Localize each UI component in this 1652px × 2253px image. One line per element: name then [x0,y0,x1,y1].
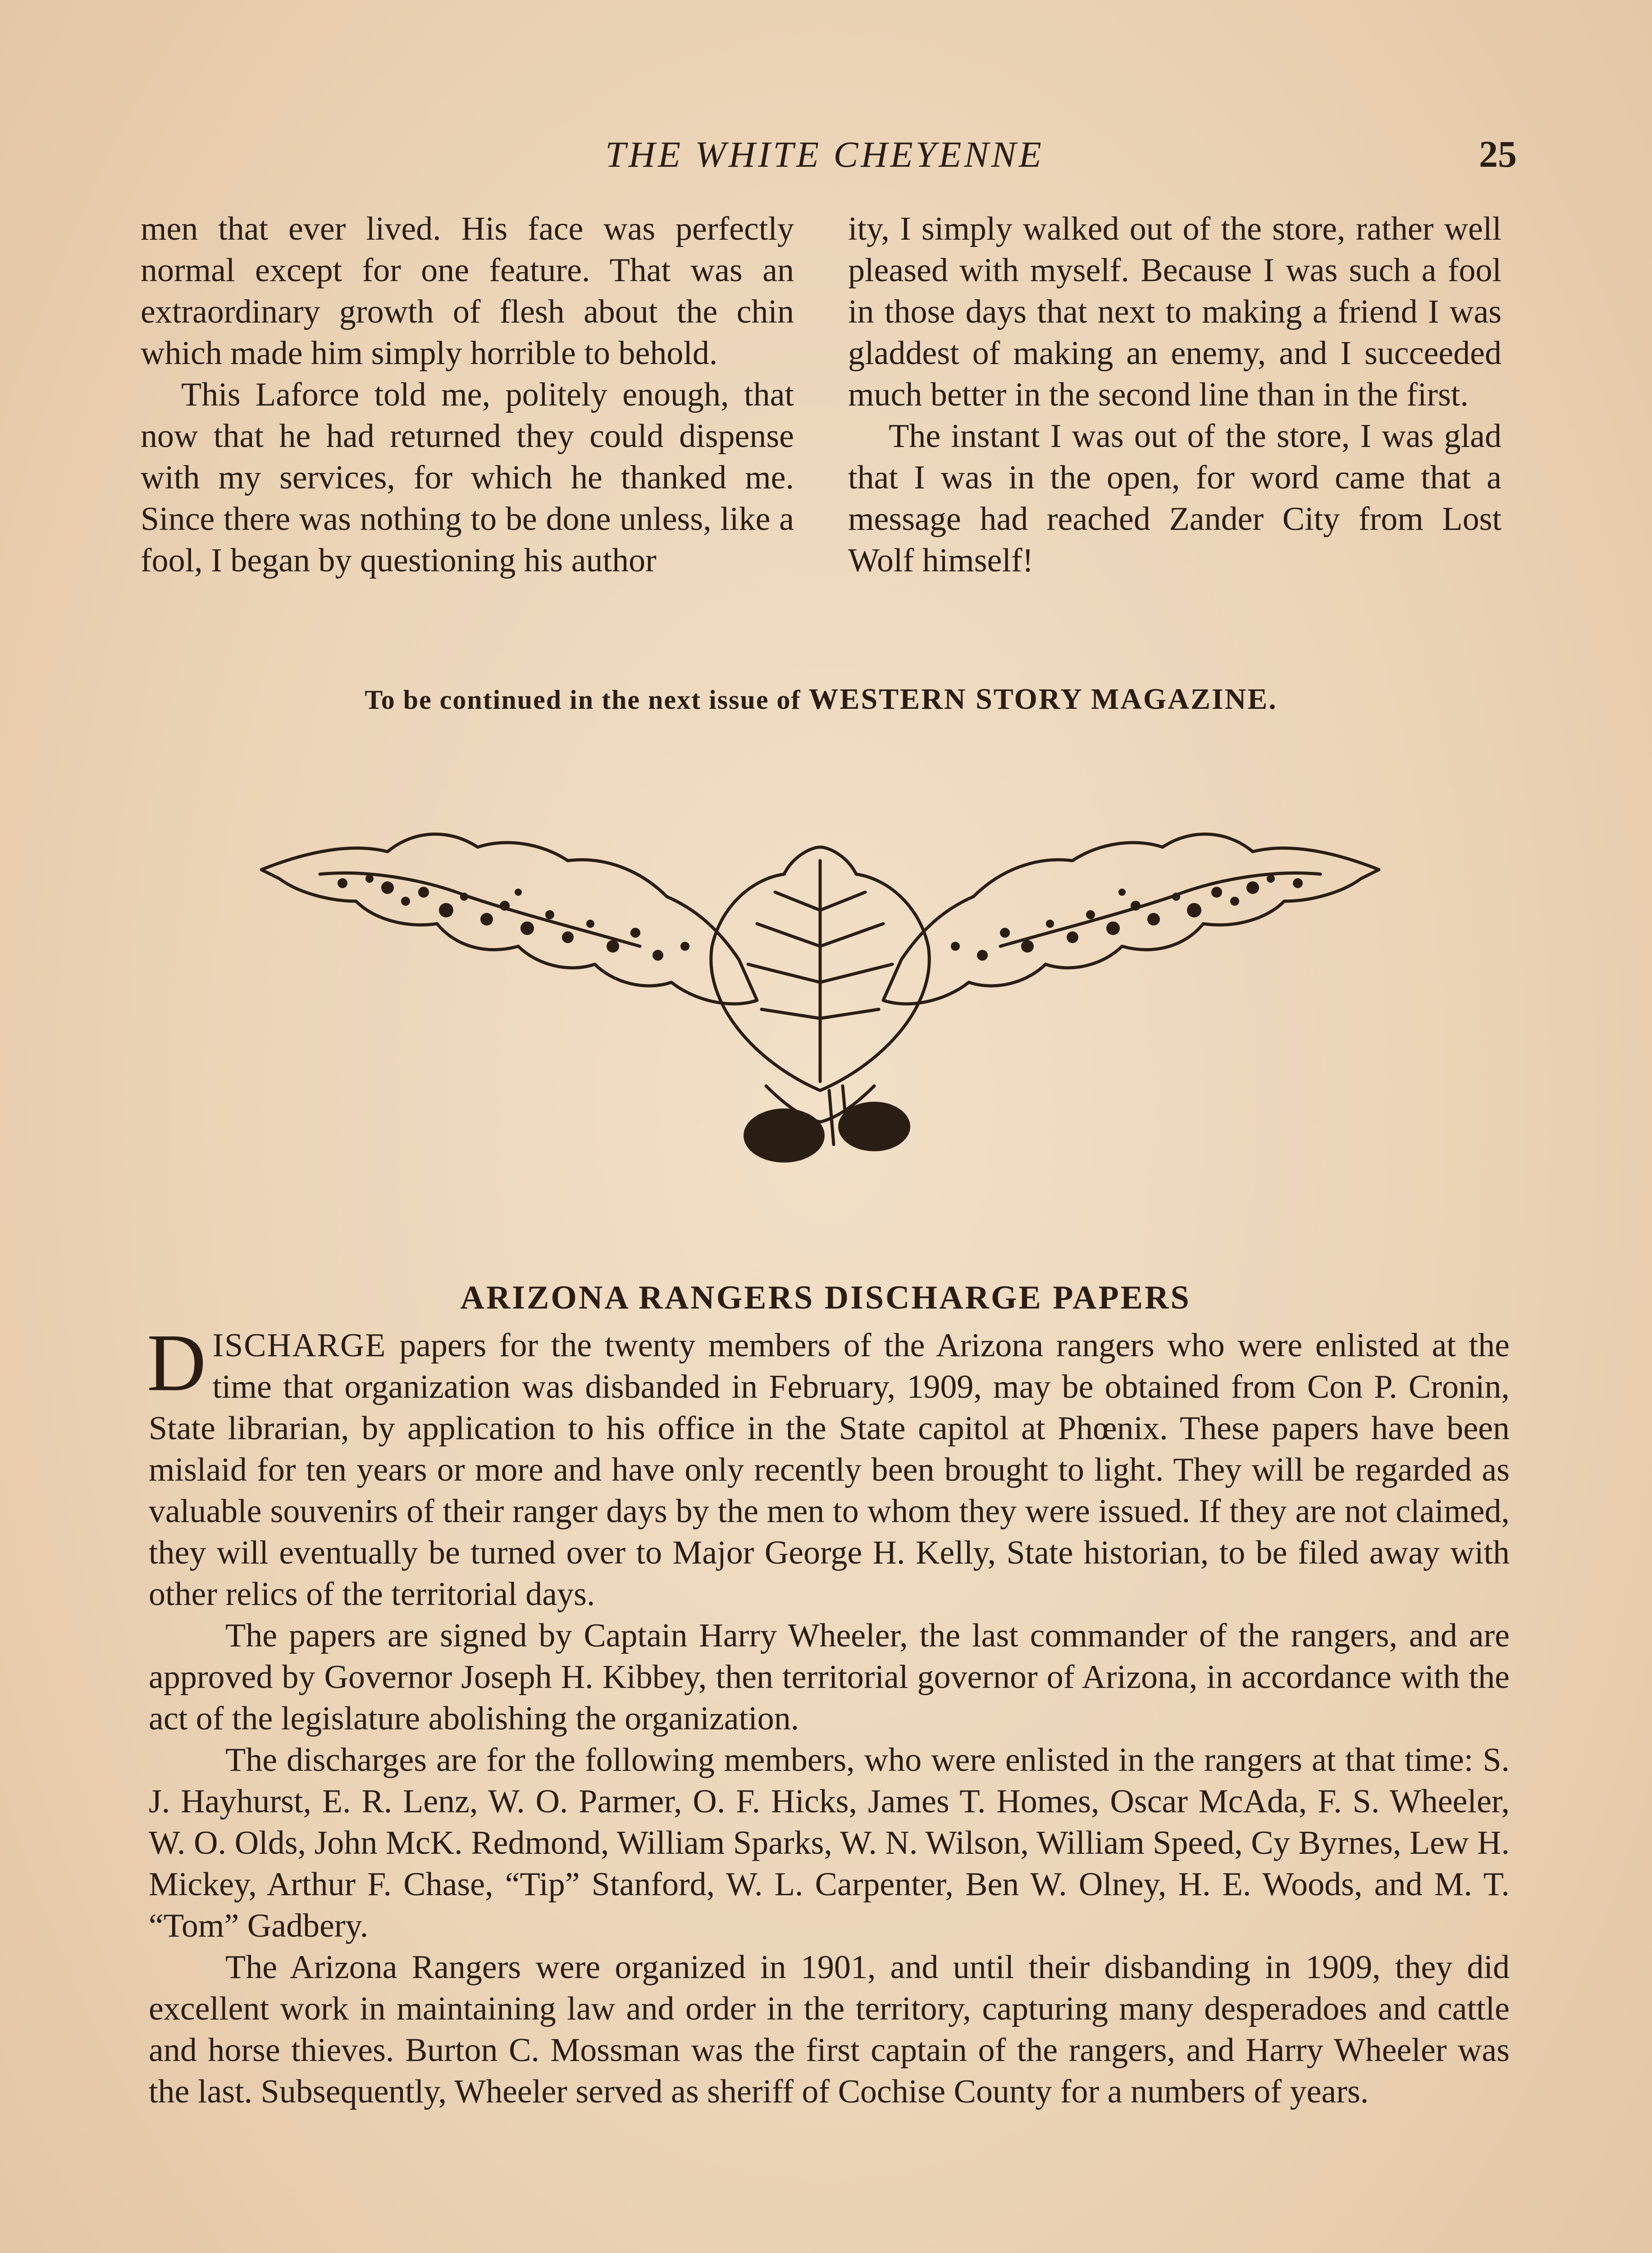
lead-word: ISCHARGE [212,1327,387,1364]
page-number: 25 [1479,133,1517,175]
article-paragraph: The discharges are for the following members, who were enlisted in the rangers at that time: S. J. Hayhurst, E. R. Lenz, W. O. Parmer, O. F. Hicks, James T. Homes, Oscar McAda, F. S. Wheeler, W. O. Olds, John McK. Redmond, William Sparks, W. N. Wilson, William Speed, Cy Byrnes, Lew H. Mickey, Arthur F. Chase, “Tip” Stanford, W. L. Carpenter, Ben W. Olney, H. E. Woods, and M. T. “Tom” Gadbery. [149,1742,1510,1944]
article-paragraph: The papers are signed by Captain Harry Wheeler, the last commander of the rangers, and are approved by Governor Joseph H. Kibbey, then territorial governor of Arizona, in accordance with the act of the legislature abolishing the organization. [149,1617,1510,1737]
article-paragraph [147,1318,1510,1615]
article-body [147,1318,1510,2112]
paragraph-text: papers for the twenty members of the Arizona rangers who were enlisted at the time that organization was disbanded in February, 1909, may be obtained from Con P. Cronin, State librarian, by application to his office in the State capitol at Phœnix. These papers have been mislaid for ten years or more and have only recently been brought to light. They will be regarded as valuable souvenirs of their ranger days by the men to whom they were issued. If they are not claimed, they will eventually be turned over to Major George H. Kelly, State historian, to be filed away with other relics of the territorial days. [149,1327,1510,1613]
magazine-name: WESTERN STORY MAGAZINE. [808,683,1278,716]
story-right-column [848,208,1501,581]
article-title: ARIZONA RANGERS DISCHARGE PAPERS [460,1279,1191,1316]
story-paragraph: This Laforce told me, politely enough, that now that he had returned they could dispense with my services, for which he thanked me. Since there was nothing to be done unless, like a fool, I began by questioning his author [141,376,794,579]
drop-cap: D [147,1318,206,1408]
story-paragraph: ity, I simply walked out of the store, rather well pleased with myself. Because I was such a fool in those days that next to making a friend I was gladdest of making an enemy, and I succeeded much better in the second line than in the first. [848,210,1501,413]
continued-notice [141,677,1501,722]
story-left-column [141,208,794,581]
running-title: THE WHITE CHEYENNE [605,134,1044,175]
leaf-foliage-ornament-icon [252,811,1388,1172]
story-paragraph: The instant I was out of the store, I was glad that I was in the open, for word came that a message had reached Zander City from Lost Wolf himself! [848,418,1501,579]
running-head [0,130,1652,179]
continued-prefix: To be continued in the next issue of [365,685,801,715]
story-paragraph: men that ever lived. His face was perfectly normal except for one feature. That was an extraordinary growth of flesh about the chin which made him simply horrible to behold. [141,210,794,372]
article-paragraph: The Arizona Rangers were organized in 1901, and until their disbanding in 1909, they did excellent work in maintaining law and order in the territory, capturing many desperadoes and cattle and horse thieves. Burton C. Mossman was the first captain of the rangers, and Harry Wheeler was the last. Subsequently, Wheeler served as sheriff of Cochise County for a numbers of years. [149,1949,1510,2110]
